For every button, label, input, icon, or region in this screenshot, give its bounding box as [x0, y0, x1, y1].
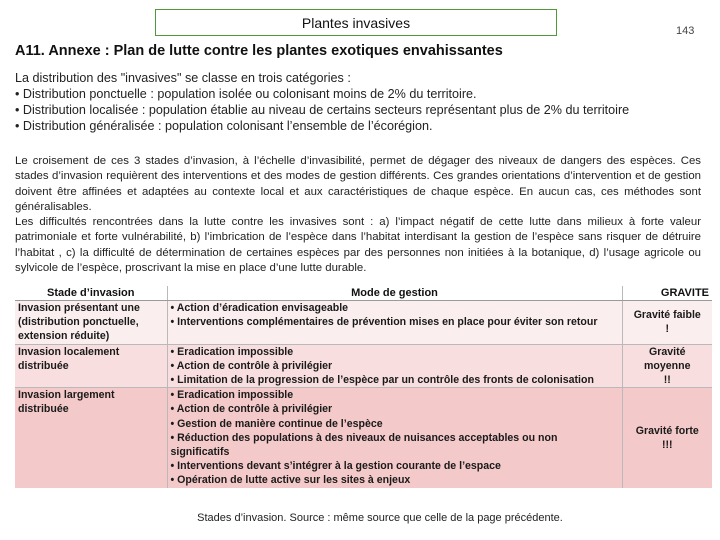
gravity-label: Gravité forte: [635, 424, 699, 437]
action-item: • Action de contrôle à privilégier: [170, 403, 333, 416]
intro-line: La distribution des "invasives" se classe en trois catégories :: [15, 71, 351, 85]
table-row: [15, 344, 712, 388]
stage-cell: Invasion localement distribuée: [15, 344, 167, 388]
table-header-row: [15, 286, 712, 301]
action-item: • Action d’éradication envisageable: [170, 302, 349, 314]
action-item: • Interventions devant s’intégrer à la gestion courante de l’espace: [170, 460, 501, 473]
gravity-label: Gravité faible: [633, 309, 701, 322]
intro-bullet-localisee: • Distribution localisée : population établie au niveau de certains secteurs représentant plus de 2% du territoire: [15, 103, 630, 117]
action-item: • Limitation de la progression de l’espèce par un contrôle des fronts de colonisation: [170, 374, 594, 387]
stage-cell: Invasion largement distribuée: [15, 388, 167, 488]
header-mode: Mode de gestion: [167, 286, 622, 301]
action-item: • Interventions complémentaires de prévention mises en place pour éviter son retour: [170, 316, 598, 329]
table-row: [15, 301, 712, 345]
header-gravite: GRAVITE: [622, 286, 712, 301]
gravity-cell: [622, 301, 712, 345]
action-item: • Eradication impossible: [170, 345, 294, 358]
body-paragraph: [15, 154, 701, 276]
stage-cell: Invasion présentant une (distribution ponctuelle, extension réduite): [15, 301, 167, 345]
table-row: [15, 388, 712, 488]
intro-bullet-generalisee: • Distribution généralisée : population colonisant l’ensemble de l’écorégion.: [15, 119, 433, 133]
actions-cell: [167, 388, 622, 488]
paragraph-difficultes: Les difficultés rencontrées dans la lutte contre les invasives sont : a) l’impact négatif de cette lutte dans milieux à forte valeur patrimoniale et forte vulnérabilité, b) l’imbrication de l’espèce dans l’habitat interdisant la gestion de l’espèce sans risquer de détruire l’habitat , c) la difficulté de détermination de certaines espèces par des personnes non initiées à la botanique, d) l’usage agricole ou sylvicole de l’espèce, proscrivant la mise en place d’une lutte durable.: [15, 216, 701, 275]
action-item: • Réduction des populations à des niveaux de nuisances acceptables ou non significatifs: [170, 431, 558, 459]
header-stade: Stade d’invasion: [15, 286, 167, 301]
intro-section: [15, 70, 715, 134]
paragraph-croisement: Le croisement de ces 3 stades d’invasion, à l’échelle d’invasibilité, permet de dégager des niveaux de dangers des espèces. Ces stades d’invasion requièrent des interventions et des modes de gestion différents. Ces grandes orientations d’intervention et de gestion doivent être affinées et adaptées au contexte local et aux caractéristiques de chaque espèce. En aucun cas, ces méthodes sont généralisables.: [15, 155, 701, 213]
gravity-marks: !: [665, 323, 670, 336]
gravity-cell: [622, 344, 712, 388]
actions-cell: [167, 344, 622, 388]
annex-title: A11. Annexe : Plan de lutte contre les plantes exotiques envahissantes: [15, 43, 503, 59]
header-title-box: [155, 9, 557, 36]
actions-cell: [167, 301, 622, 345]
table-caption: Stades d’invasion. Source : même source que celle de la page précédente.: [197, 512, 563, 524]
gravity-cell: [622, 388, 712, 488]
action-item: • Action de contrôle à privilégier: [170, 359, 333, 372]
gravity-marks: !!!: [661, 438, 673, 451]
action-item: • Opération de lutte active sur les sites à enjeux: [170, 474, 411, 487]
action-item: • Eradication impossible: [170, 389, 294, 402]
invasion-table: [15, 286, 712, 488]
header-title: Plantes invasives: [301, 14, 411, 31]
gravity-label: Gravité moyenne: [643, 345, 691, 372]
page-number: 143: [676, 25, 695, 37]
gravity-marks: !!: [663, 374, 671, 387]
intro-bullet-ponctuelle: • Distribution ponctuelle : population isolée ou colonisant moins de 2% du territoire.: [15, 87, 477, 101]
action-item: • Gestion de manière continue de l’espèce: [170, 417, 383, 430]
